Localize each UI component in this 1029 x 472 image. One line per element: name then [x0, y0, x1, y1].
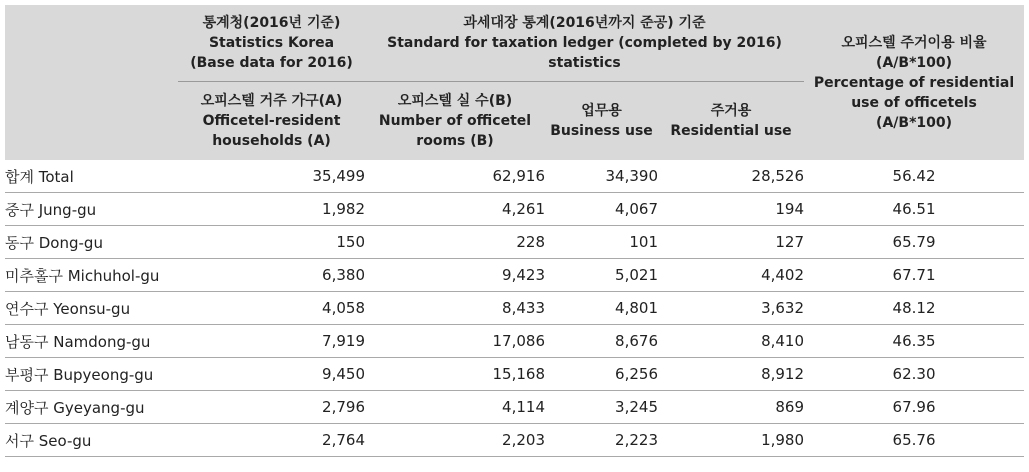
- table-row: [5, 424, 1024, 457]
- header-text: (A/B*100): [876, 114, 953, 131]
- header-resident-households: [178, 82, 365, 161]
- ratio-cell: 65.76: [804, 424, 1024, 457]
- rooms-cell: 4,261: [365, 193, 545, 226]
- households-cell: 6,380: [178, 259, 365, 292]
- ratio-cell: 46.35: [804, 325, 1024, 358]
- ratio-cell: 62.30: [804, 358, 1024, 391]
- table-row: [5, 325, 1024, 358]
- header-text: Standard for taxation ledger (completed by 2016): [387, 35, 782, 51]
- header-text: Residential use: [670, 123, 792, 139]
- header-statistics-korea: [178, 5, 365, 82]
- households-cell: 35,499: [178, 160, 365, 193]
- header-officetel-rooms: [365, 82, 545, 161]
- business-use-cell: 5,021: [545, 259, 658, 292]
- officetel-statistics-table: [5, 5, 1024, 457]
- header-text: 통계청(2016년 기준): [202, 15, 341, 31]
- rooms-cell: 9,423: [365, 259, 545, 292]
- ratio-cell: 48.12: [804, 292, 1024, 325]
- rooms-cell: 17,086: [365, 325, 545, 358]
- region-cell: 서구 Seo-gu: [5, 424, 178, 457]
- header-text: Statistics Korea: [208, 35, 335, 51]
- header-text: Percentage of residential: [813, 74, 1015, 91]
- ratio-cell: 67.71: [804, 259, 1024, 292]
- business-use-cell: 6,256: [545, 358, 658, 391]
- rooms-cell: 62,916: [365, 160, 545, 193]
- header-text: statistics: [548, 55, 621, 71]
- residential-use-cell: 127: [658, 226, 804, 259]
- header-text: 오피스텔 실 수(B): [397, 93, 513, 109]
- residential-use-cell: 4,402: [658, 259, 804, 292]
- header-text: households (A): [212, 133, 331, 149]
- header-business-use: [545, 82, 658, 161]
- region-cell: 중구 Jung-gu: [5, 193, 178, 226]
- header-text: 주거용: [710, 103, 752, 119]
- ratio-cell: 65.79: [804, 226, 1024, 259]
- residential-use-cell: 3,632: [658, 292, 804, 325]
- header-text: 오피스텔 주거이용 비율: [841, 34, 987, 51]
- households-cell: 4,058: [178, 292, 365, 325]
- header-text: Officetel-resident: [202, 113, 341, 129]
- header-row-groups: [5, 5, 1024, 82]
- header-text: 업무용: [581, 103, 622, 119]
- rooms-cell: 2,203: [365, 424, 545, 457]
- table-row: [5, 259, 1024, 292]
- header-text: Business use: [550, 123, 653, 139]
- ratio-cell: 56.42: [804, 160, 1024, 193]
- header-corner: [5, 5, 178, 160]
- residential-use-cell: 1,980: [658, 424, 804, 457]
- households-cell: 9,450: [178, 358, 365, 391]
- rooms-cell: 4,114: [365, 391, 545, 424]
- households-cell: 1,982: [178, 193, 365, 226]
- header-text: Number of officetel: [378, 113, 532, 129]
- households-cell: 2,796: [178, 391, 365, 424]
- rooms-cell: 8,433: [365, 292, 545, 325]
- header-text: use of officetels: [851, 94, 977, 111]
- table-row: [5, 160, 1024, 193]
- table-row: [5, 292, 1024, 325]
- header-text: (Base data for 2016): [190, 55, 353, 71]
- households-cell: 150: [178, 226, 365, 259]
- header-text: 오피스텔 거주 가구(A): [200, 93, 343, 109]
- table-row: [5, 226, 1024, 259]
- residential-use-cell: 194: [658, 193, 804, 226]
- residential-use-cell: 869: [658, 391, 804, 424]
- rooms-cell: 15,168: [365, 358, 545, 391]
- business-use-cell: 3,245: [545, 391, 658, 424]
- region-cell: 남동구 Namdong-gu: [5, 325, 178, 358]
- region-cell: 부평구 Bupyeong-gu: [5, 358, 178, 391]
- business-use-cell: 8,676: [545, 325, 658, 358]
- header-residential-use: [658, 82, 804, 161]
- households-cell: 7,919: [178, 325, 365, 358]
- business-use-cell: 34,390: [545, 160, 658, 193]
- header-text: (A/B*100): [876, 54, 953, 71]
- region-cell: 합계 Total: [5, 160, 178, 193]
- region-cell: 연수구 Yeonsu-gu: [5, 292, 178, 325]
- header-text: rooms (B): [416, 133, 494, 149]
- header-residential-ratio: [804, 5, 1024, 160]
- residential-use-cell: 8,410: [658, 325, 804, 358]
- business-use-cell: 4,801: [545, 292, 658, 325]
- region-cell: 동구 Dong-gu: [5, 226, 178, 259]
- table-row: [5, 391, 1024, 424]
- header-taxation-ledger: [365, 5, 804, 82]
- header-text: 과세대장 통계(2016년까지 준공) 기준: [463, 15, 706, 31]
- table-row: [5, 358, 1024, 391]
- region-cell: 계양구 Gyeyang-gu: [5, 391, 178, 424]
- residential-use-cell: 8,912: [658, 358, 804, 391]
- ratio-cell: 46.51: [804, 193, 1024, 226]
- region-cell: 미추홀구 Michuhol-gu: [5, 259, 178, 292]
- business-use-cell: 101: [545, 226, 658, 259]
- business-use-cell: 4,067: [545, 193, 658, 226]
- rooms-cell: 228: [365, 226, 545, 259]
- business-use-cell: 2,223: [545, 424, 658, 457]
- table-row: [5, 193, 1024, 226]
- ratio-cell: 67.96: [804, 391, 1024, 424]
- residential-use-cell: 28,526: [658, 160, 804, 193]
- households-cell: 2,764: [178, 424, 365, 457]
